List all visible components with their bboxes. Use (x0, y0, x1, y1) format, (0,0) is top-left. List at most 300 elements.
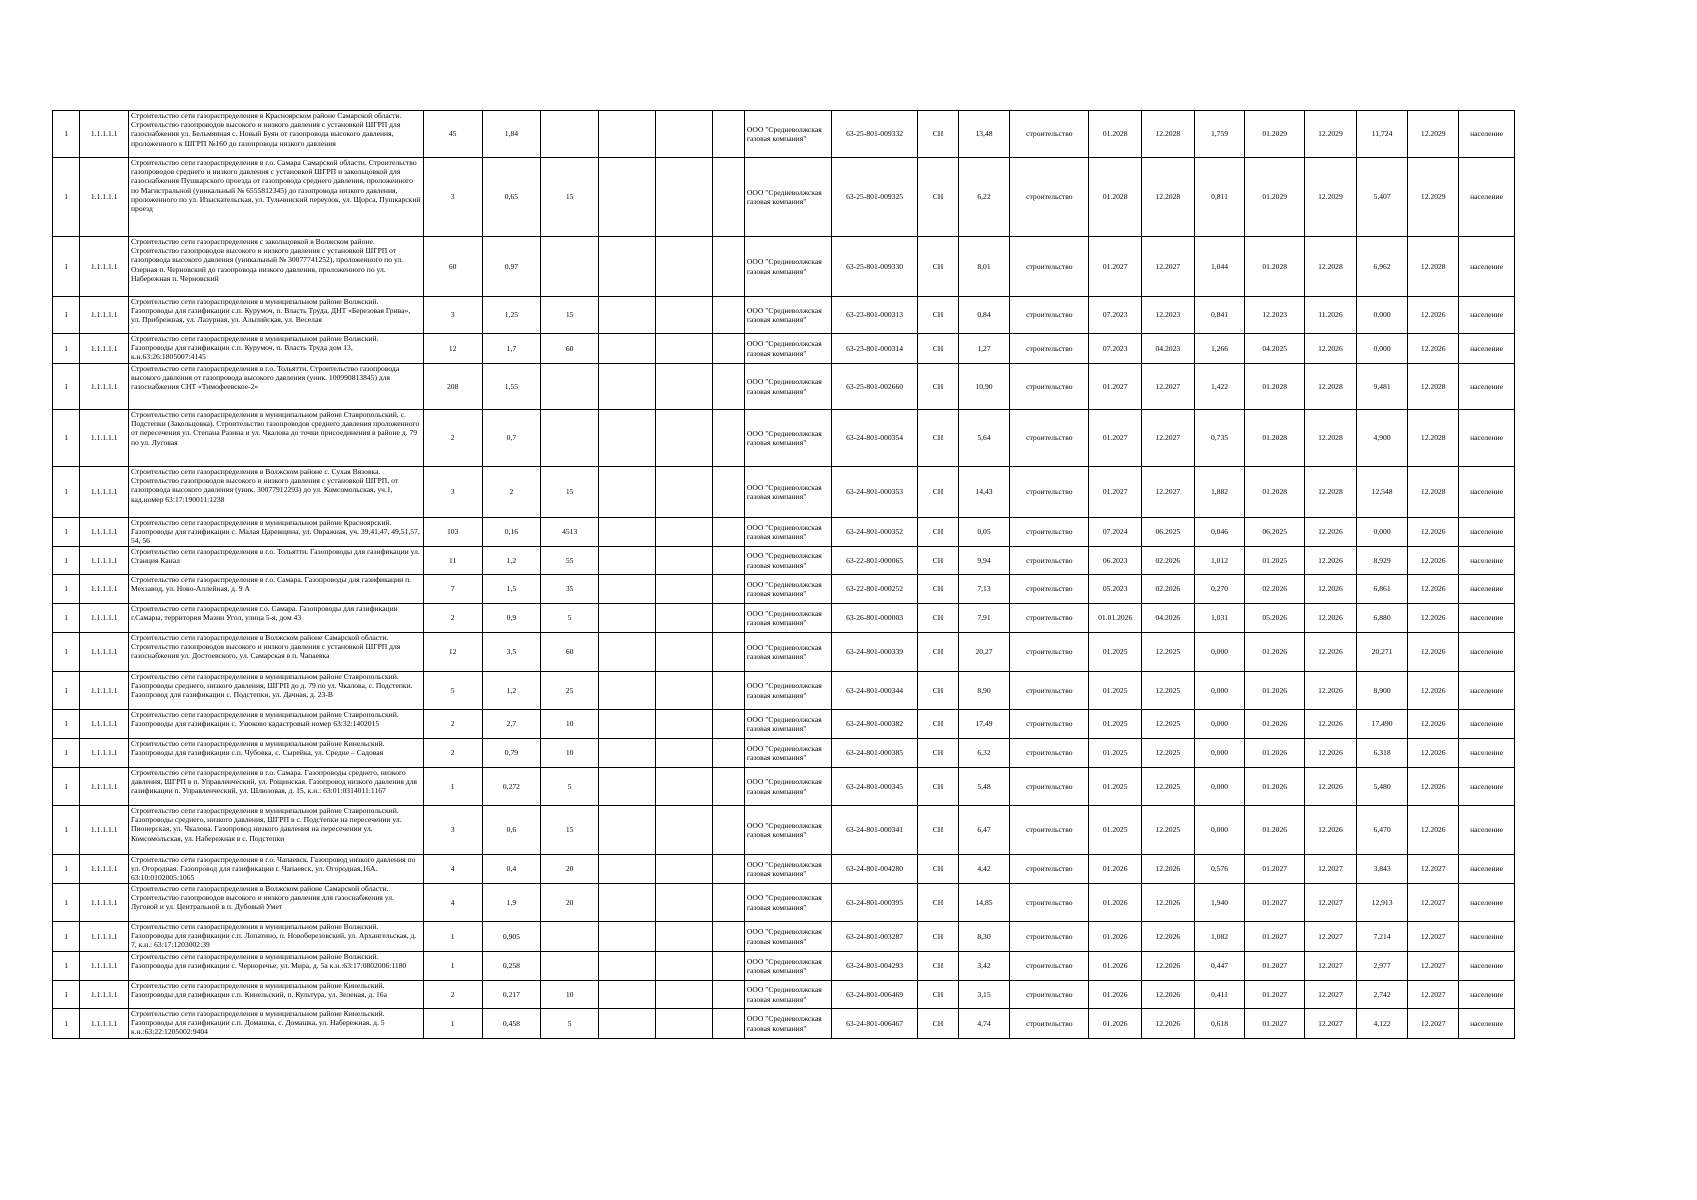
cell-number: 1 (53, 1009, 80, 1039)
cell-code: 1.1.1.1.1 (80, 575, 129, 604)
cell-registry-number: 63-24-801-000339 (832, 633, 918, 672)
cell-organization: ООО "Средневолжская газовая компания" (744, 518, 831, 547)
cell-value-3: 2,977 (1356, 952, 1408, 981)
cell-col-8 (655, 710, 712, 739)
cell-work-type: строительство (1010, 111, 1089, 158)
cell-description (128, 922, 423, 952)
cell-date-3: 01.2028 (1245, 364, 1305, 410)
cell-work-type: строительство (1010, 575, 1089, 604)
cell-description (128, 547, 423, 575)
cell-date-end: 12.2026 (1142, 855, 1195, 884)
table-row (53, 922, 1515, 952)
cell-code: 1.1.1.1.1 (80, 518, 129, 547)
table-row (53, 806, 1515, 855)
cell-pressure-code: СН (918, 1009, 959, 1039)
cell-col-6: 15 (541, 806, 599, 855)
cell-category: население (1459, 884, 1515, 922)
cell-col-4: 2 (423, 604, 482, 633)
cell-description (128, 158, 423, 237)
cell-col-4: 1 (423, 952, 482, 981)
cell-col-4: 1 (423, 768, 482, 806)
cell-col-8 (655, 768, 712, 806)
cell-work-type: строительство (1010, 297, 1089, 334)
cell-date-end: 02.2026 (1142, 575, 1195, 604)
cell-code: 1.1.1.1.1 (80, 547, 129, 575)
cell-number: 1 (53, 604, 80, 633)
cell-date-end: 04.2023 (1142, 334, 1195, 364)
cell-date-start: 05.2023 (1089, 575, 1142, 604)
cell-date-4: 12.2026 (1305, 604, 1357, 633)
cell-col-9 (712, 672, 744, 710)
cell-description (128, 672, 423, 710)
cell-value-2: 1,940 (1194, 884, 1245, 922)
cell-work-type: строительство (1010, 952, 1089, 981)
cell-col-6: 60 (541, 633, 599, 672)
cell-registry-number: 63-24-801-003287 (832, 922, 918, 952)
cell-code: 1.1.1.1.1 (80, 672, 129, 710)
cell-number: 1 (53, 364, 80, 410)
cell-date-3: 12.2023 (1245, 297, 1305, 334)
cell-date-4: 12.2028 (1305, 410, 1357, 467)
cell-date-end: 12.2027 (1142, 237, 1195, 297)
cell-description (128, 952, 423, 981)
description-text: Строительство сети газораспределения в муниципальном районе Ставропольский, с. Подстепки (Закольцовка). Строительство газопроводов среднего давления проложенного от пересечения ул. Степана Разина и ул. Чкалова до точки присоединения в районе д. 79 по ул. Луговая (130, 410, 420, 447)
cell-date-5: 12.2029 (1408, 158, 1459, 237)
cell-pressure-code: СН (918, 364, 959, 410)
cell-col-5: 0,905 (482, 922, 541, 952)
cell-date-start: 01.2025 (1089, 633, 1142, 672)
cell-col-6 (541, 237, 599, 297)
cell-date-start: 01.2026 (1089, 922, 1142, 952)
cell-organization: ООО "Средневолжская газовая компания" (744, 237, 831, 297)
cell-col-7 (599, 364, 656, 410)
cell-pressure-code: СН (918, 922, 959, 952)
cell-date-3: 01.2025 (1245, 547, 1305, 575)
table-row (53, 364, 1515, 410)
cell-category: население (1459, 710, 1515, 739)
cell-number: 1 (53, 410, 80, 467)
cell-category: население (1459, 739, 1515, 768)
cell-date-5: 12.2026 (1408, 768, 1459, 806)
cell-date-5: 12.2026 (1408, 547, 1459, 575)
cell-pressure-code: СН (918, 297, 959, 334)
cell-col-5: 3,5 (482, 633, 541, 672)
cell-value-2: 0,000 (1194, 672, 1245, 710)
cell-value-3: 6,962 (1356, 237, 1408, 297)
cell-date-end: 12.2026 (1142, 981, 1195, 1009)
cell-date-end: 12.2026 (1142, 922, 1195, 952)
cell-date-start: 01.2028 (1089, 111, 1142, 158)
cell-col-7 (599, 633, 656, 672)
description-text: Строительство сети газораспределения с закольцовкой в Волжском районе. Строительство газопроводов высокого и низкого давления с установкой ШГРП от газопровода высокого давления (уникальный № 30077741252), проложенного по ул. Озерная п. Черновский до газопровода низкого давления, проложенного по ул. Набережная п. Черновский (130, 237, 404, 283)
cell-col-4: 4 (423, 855, 482, 884)
cell-number: 1 (53, 633, 80, 672)
cell-date-end: 12.2026 (1142, 952, 1195, 981)
cell-date-end: 12.2025 (1142, 633, 1195, 672)
cell-value: 6,32 (958, 739, 1010, 768)
cell-value-2: 1,759 (1194, 111, 1245, 158)
cell-code: 1.1.1.1.1 (80, 111, 129, 158)
table-row (53, 739, 1515, 768)
cell-description (128, 633, 423, 672)
description-text: Строительство сети газораспределения в муниципальном районе Кинельский. Газопроводы для газификации с.п. Домашка, с. Домашка, ул. Набережная, д. 5 к.н.:63:22:1205002:9404 (130, 1009, 385, 1037)
cell-number: 1 (53, 952, 80, 981)
cell-value-2: 0,046 (1194, 518, 1245, 547)
cell-value: 6,47 (958, 806, 1010, 855)
cell-work-type: строительство (1010, 158, 1089, 237)
cell-date-3: 01.2029 (1245, 158, 1305, 237)
cell-col-5: 0,97 (482, 237, 541, 297)
cell-col-5: 2 (482, 467, 541, 518)
description-text: Строительство сети газораспределения в муниципальном районе Ставропольский. Газопроводы для газификации с. Узюково кадастровый номер 63:32:1402015 (130, 710, 399, 729)
cell-value: 6,22 (958, 158, 1010, 237)
cell-date-4: 12.2026 (1305, 633, 1357, 672)
cell-date-3: 01.2027 (1245, 1009, 1305, 1039)
cell-description (128, 364, 423, 410)
cell-category: население (1459, 518, 1515, 547)
cell-col-8 (655, 633, 712, 672)
cell-organization: ООО "Средневолжская газовая компания" (744, 1009, 831, 1039)
cell-col-5: 0,458 (482, 1009, 541, 1039)
cell-registry-number: 63-24-801-000382 (832, 710, 918, 739)
cell-col-4: 103 (423, 518, 482, 547)
description-text: Строительство сети газораспределения в г.о. Чапаевск. Газопровод низкого давления по ул. Огородная. Газопровод для газификации г. Чапаевск, ул. Огородная,16А. 63:10:0102005:1065 (130, 855, 416, 883)
cell-col-6: 55 (541, 547, 599, 575)
cell-value-2: 0,811 (1194, 158, 1245, 237)
cell-code: 1.1.1.1.1 (80, 981, 129, 1009)
cell-organization: ООО "Средневолжская газовая компания" (744, 884, 831, 922)
cell-organization: ООО "Средневолжская газовая компания" (744, 739, 831, 768)
cell-date-3: 01.2026 (1245, 739, 1305, 768)
cell-code: 1.1.1.1.1 (80, 364, 129, 410)
cell-value-2: 1,266 (1194, 334, 1245, 364)
cell-col-9 (712, 111, 744, 158)
cell-work-type: строительство (1010, 981, 1089, 1009)
cell-work-type: строительство (1010, 237, 1089, 297)
cell-description (128, 334, 423, 364)
cell-description (128, 297, 423, 334)
cell-date-3: 01.2027 (1245, 884, 1305, 922)
cell-date-end: 12.2027 (1142, 364, 1195, 410)
cell-col-6: 60 (541, 334, 599, 364)
cell-category: население (1459, 672, 1515, 710)
cell-value: 8,01 (958, 237, 1010, 297)
cell-date-start: 06.2023 (1089, 547, 1142, 575)
cell-number: 1 (53, 297, 80, 334)
cell-value-2: 0,000 (1194, 739, 1245, 768)
cell-date-4: 12.2028 (1305, 364, 1357, 410)
cell-value-3: 9,481 (1356, 364, 1408, 410)
cell-col-7 (599, 672, 656, 710)
cell-category: население (1459, 467, 1515, 518)
cell-date-start: 01.2026 (1089, 981, 1142, 1009)
cell-category: население (1459, 410, 1515, 467)
cell-col-6: 10 (541, 981, 599, 1009)
table-row (53, 547, 1515, 575)
cell-value: 8,30 (958, 922, 1010, 952)
cell-col-8 (655, 575, 712, 604)
cell-registry-number: 63-24-801-000345 (832, 768, 918, 806)
cell-date-4: 12.2027 (1305, 884, 1357, 922)
cell-number: 1 (53, 981, 80, 1009)
cell-value-3: 5,480 (1356, 768, 1408, 806)
cell-value: 4,74 (958, 1009, 1010, 1039)
table-row (53, 1009, 1515, 1039)
cell-col-6: 25 (541, 672, 599, 710)
cell-date-start: 01.2026 (1089, 884, 1142, 922)
cell-date-5: 12.2026 (1408, 672, 1459, 710)
cell-col-6 (541, 364, 599, 410)
cell-work-type: строительство (1010, 547, 1089, 575)
cell-date-end: 12.2025 (1142, 739, 1195, 768)
cell-col-4: 12 (423, 633, 482, 672)
cell-organization: ООО "Средневолжская газовая компания" (744, 604, 831, 633)
cell-organization: ООО "Средневолжская газовая компания" (744, 364, 831, 410)
cell-code: 1.1.1.1.1 (80, 710, 129, 739)
cell-registry-number: 63-23-801-000314 (832, 334, 918, 364)
cell-col-4: 208 (423, 364, 482, 410)
cell-col-6: 15 (541, 297, 599, 334)
cell-col-8 (655, 739, 712, 768)
cell-col-5: 0,4 (482, 855, 541, 884)
cell-col-4: 1 (423, 922, 482, 952)
cell-col-9 (712, 467, 744, 518)
cell-description (128, 710, 423, 739)
cell-number: 1 (53, 547, 80, 575)
cell-work-type: строительство (1010, 364, 1089, 410)
cell-col-9 (712, 922, 744, 952)
cell-date-3: 02.2026 (1245, 575, 1305, 604)
cell-description (128, 518, 423, 547)
cell-col-8 (655, 158, 712, 237)
cell-value-3: 6,880 (1356, 604, 1408, 633)
cell-date-4: 12.2029 (1305, 158, 1357, 237)
cell-date-end: 06.2025 (1142, 518, 1195, 547)
cell-date-end: 12.2025 (1142, 710, 1195, 739)
cell-date-4: 12.2026 (1305, 806, 1357, 855)
cell-col-7 (599, 111, 656, 158)
cell-date-3: 01.2027 (1245, 981, 1305, 1009)
cell-col-4: 5 (423, 672, 482, 710)
cell-category: население (1459, 806, 1515, 855)
cell-organization: ООО "Средневолжская газовая компания" (744, 806, 831, 855)
cell-col-4: 45 (423, 111, 482, 158)
cell-value-3: 12,913 (1356, 884, 1408, 922)
cell-col-4: 1 (423, 1009, 482, 1039)
cell-code: 1.1.1.1.1 (80, 922, 129, 952)
cell-category: население (1459, 855, 1515, 884)
table-row (53, 410, 1515, 467)
cell-pressure-code: СН (918, 111, 959, 158)
cell-value-3: 3,843 (1356, 855, 1408, 884)
cell-date-start: 01.2026 (1089, 952, 1142, 981)
cell-col-8 (655, 237, 712, 297)
cell-value-2: 0,000 (1194, 633, 1245, 672)
cell-organization: ООО "Средневолжская газовая компания" (744, 334, 831, 364)
cell-code: 1.1.1.1.1 (80, 806, 129, 855)
cell-col-7 (599, 710, 656, 739)
cell-date-start: 01.2025 (1089, 739, 1142, 768)
cell-pressure-code: СН (918, 237, 959, 297)
cell-col-9 (712, 710, 744, 739)
cell-col-5: 0,9 (482, 604, 541, 633)
cell-number: 1 (53, 806, 80, 855)
cell-number: 1 (53, 237, 80, 297)
cell-date-start: 07.2023 (1089, 297, 1142, 334)
cell-value: 9,94 (958, 547, 1010, 575)
description-text: Строительство сети газораспределения в Красноярском районе Самарской области. Строительство газопроводов высокого и низкого давления с установкой ШГРП для газоснабжения ул. Бельмяиная с. Новый Буян от газопровода высокого давления, проложенного к ШГРП №160 до газопровода низкого давления (130, 111, 402, 148)
cell-col-5: 0,65 (482, 158, 541, 237)
cell-value-3: 8,929 (1356, 547, 1408, 575)
cell-date-4: 12.2027 (1305, 922, 1357, 952)
cell-col-6: 4513 (541, 518, 599, 547)
cell-col-5: 1,7 (482, 334, 541, 364)
cell-col-5: 0,258 (482, 952, 541, 981)
cell-value: 0,84 (958, 297, 1010, 334)
cell-category: население (1459, 922, 1515, 952)
cell-value-2: 0,000 (1194, 806, 1245, 855)
cell-col-4: 3 (423, 158, 482, 237)
cell-value: 17,49 (958, 710, 1010, 739)
cell-col-8 (655, 952, 712, 981)
cell-col-7 (599, 547, 656, 575)
cell-work-type: строительство (1010, 672, 1089, 710)
cell-col-6 (541, 111, 599, 158)
cell-value: 7,13 (958, 575, 1010, 604)
cell-registry-number: 63-23-801-000313 (832, 297, 918, 334)
cell-col-7 (599, 158, 656, 237)
cell-col-7 (599, 1009, 656, 1039)
cell-value-3: 2,742 (1356, 981, 1408, 1009)
cell-date-4: 12.2028 (1305, 237, 1357, 297)
cell-pressure-code: СН (918, 410, 959, 467)
cell-organization: ООО "Средневолжская газовая компания" (744, 768, 831, 806)
cell-col-9 (712, 297, 744, 334)
cell-registry-number: 63-25-801-009325 (832, 158, 918, 237)
cell-col-6: 5 (541, 604, 599, 633)
cell-registry-number: 63-24-801-000344 (832, 672, 918, 710)
description-text: Строительство сети газораспределения в г.о. Самара. Газопроводы для газификации п. Мехзавод, ул. Ново-Аллейная, д. 9 А (130, 575, 412, 594)
cell-col-7 (599, 922, 656, 952)
cell-col-6: 10 (541, 739, 599, 768)
cell-date-5: 12.2027 (1408, 952, 1459, 981)
cell-date-4: 12.2028 (1305, 467, 1357, 518)
cell-registry-number: 63-24-801-000354 (832, 410, 918, 467)
cell-pressure-code: СН (918, 467, 959, 518)
cell-code: 1.1.1.1.1 (80, 855, 129, 884)
cell-value: 14,43 (958, 467, 1010, 518)
description-text: Строительство сети газораспределения в муниципальном районе Красноярский. Газопроводы для газификации с. Малая Царевщина, ул. Овражная, уч. 39,41,47, 49,51,57, 54, 56 (130, 518, 420, 546)
cell-col-5: 0,217 (482, 981, 541, 1009)
cell-col-9 (712, 1009, 744, 1039)
cell-col-5: 0,79 (482, 739, 541, 768)
cell-organization: ООО "Средневолжская газовая компания" (744, 952, 831, 981)
cell-value-2: 1,082 (1194, 922, 1245, 952)
cell-category: население (1459, 364, 1515, 410)
cell-work-type: строительство (1010, 884, 1089, 922)
cell-date-start: 01.2026 (1089, 855, 1142, 884)
cell-value-2: 0,841 (1194, 297, 1245, 334)
cell-date-start: 07.2023 (1089, 334, 1142, 364)
cell-value-3: 4,900 (1356, 410, 1408, 467)
cell-registry-number: 63-24-801-004293 (832, 952, 918, 981)
cell-category: население (1459, 575, 1515, 604)
cell-date-end: 02.2026 (1142, 547, 1195, 575)
cell-date-5: 12.2028 (1408, 410, 1459, 467)
cell-col-8 (655, 547, 712, 575)
cell-date-3: 01.2028 (1245, 467, 1305, 518)
cell-col-7 (599, 575, 656, 604)
cell-pressure-code: СН (918, 158, 959, 237)
cell-number: 1 (53, 334, 80, 364)
cell-col-8 (655, 806, 712, 855)
cell-col-8 (655, 467, 712, 518)
cell-col-6 (541, 952, 599, 981)
cell-col-9 (712, 855, 744, 884)
cell-date-3: 01.2027 (1245, 922, 1305, 952)
cell-registry-number: 63-25-801-009332 (832, 111, 918, 158)
cell-value-2: 1,012 (1194, 547, 1245, 575)
cell-col-9 (712, 952, 744, 981)
cell-col-7 (599, 237, 656, 297)
table-row (53, 855, 1515, 884)
cell-value: 3,42 (958, 952, 1010, 981)
cell-date-3: 05.2026 (1245, 604, 1305, 633)
cell-col-6 (541, 410, 599, 467)
cell-pressure-code: СН (918, 710, 959, 739)
cell-number: 1 (53, 739, 80, 768)
cell-col-4: 7 (423, 575, 482, 604)
cell-date-5: 12.2026 (1408, 575, 1459, 604)
cell-date-start: 01.2027 (1089, 364, 1142, 410)
cell-value-2: 0,576 (1194, 855, 1245, 884)
cell-description (128, 575, 423, 604)
cell-number: 1 (53, 922, 80, 952)
cell-date-start: 01.01.2026 (1089, 604, 1142, 633)
cell-description (128, 855, 423, 884)
cell-date-5: 12.2028 (1408, 364, 1459, 410)
table-row (53, 575, 1515, 604)
cell-col-9 (712, 410, 744, 467)
cell-date-4: 12.2027 (1305, 981, 1357, 1009)
cell-pressure-code: СН (918, 981, 959, 1009)
cell-date-end: 12.2026 (1142, 1009, 1195, 1039)
cell-code: 1.1.1.1.1 (80, 237, 129, 297)
cell-date-4: 12.2026 (1305, 768, 1357, 806)
table-row (53, 710, 1515, 739)
cell-registry-number: 63-25-801-009330 (832, 237, 918, 297)
cell-value-2: 0,270 (1194, 575, 1245, 604)
cell-organization: ООО "Средневолжская газовая компания" (744, 922, 831, 952)
cell-col-8 (655, 672, 712, 710)
cell-value-3: 12,548 (1356, 467, 1408, 518)
cell-work-type: строительство (1010, 334, 1089, 364)
cell-date-4: 12.2027 (1305, 952, 1357, 981)
cell-date-5: 12.2027 (1408, 1009, 1459, 1039)
cell-value-2: 1,422 (1194, 364, 1245, 410)
cell-organization: ООО "Средневолжская газовая компания" (744, 297, 831, 334)
cell-col-4: 2 (423, 710, 482, 739)
cell-code: 1.1.1.1.1 (80, 884, 129, 922)
table-row (53, 158, 1515, 237)
cell-col-9 (712, 158, 744, 237)
cell-date-end: 12.2026 (1142, 884, 1195, 922)
cell-code: 1.1.1.1.1 (80, 158, 129, 237)
cell-description (128, 806, 423, 855)
cell-registry-number: 63-24-801-000395 (832, 884, 918, 922)
cell-code: 1.1.1.1.1 (80, 604, 129, 633)
cell-date-5: 12.2027 (1408, 922, 1459, 952)
